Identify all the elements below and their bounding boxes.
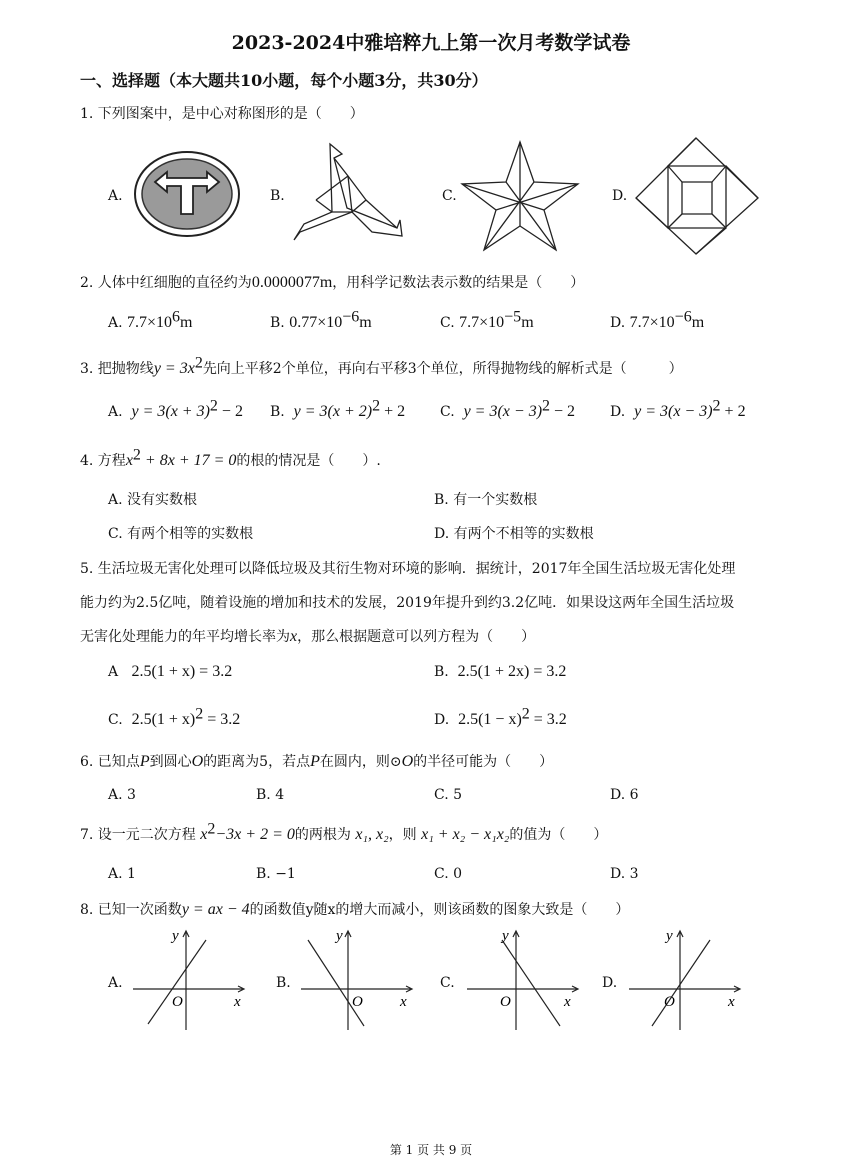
q4-eq-rest: + 8x + 17 = 0: [140, 452, 237, 469]
q6-option-b: B. 4: [256, 787, 285, 803]
q6-text-2: 到圆心: [149, 754, 192, 770]
q5-variable: x: [290, 628, 298, 645]
q3-c-label: C.: [440, 404, 455, 420]
traffic-sign-figure: [133, 150, 243, 240]
q7-option-c: C. 0: [434, 866, 463, 882]
q2-b-value: 0.77×10: [289, 314, 343, 331]
q5-option-c: [108, 705, 241, 729]
q3-b-label: B.: [270, 404, 285, 420]
q7-text-3: ，则: [388, 827, 417, 843]
q3-b-tail: + 2: [380, 403, 406, 420]
q6-option-a: A. 3: [108, 787, 136, 803]
q5-c-expr: 2.5(1 + x): [131, 711, 196, 728]
q2-number: 0.0000077m: [251, 274, 333, 291]
q8-graph-b: [296, 926, 426, 1032]
q6-point-p2: P: [310, 753, 320, 770]
q7-stem-tail: 的值为（ ）: [509, 827, 608, 843]
q2-c-value: 7.7×10: [459, 314, 505, 331]
q5-option-a: [108, 663, 232, 681]
q3-option-a: [108, 397, 243, 421]
q5-c-tail: = 3.2: [203, 711, 241, 728]
q6-point-p: P: [139, 753, 150, 770]
q3-eq-exp: 2: [194, 354, 203, 372]
q1-option-d-label: D.: [612, 188, 628, 204]
q5-b-expr: 2.5(1 + 2x) = 3.2: [457, 663, 567, 680]
q7-roots: x₁, x₂: [355, 826, 389, 843]
q6-stem-tail: 的半径可能为（ ）: [413, 754, 554, 770]
q8-d-origin: O: [664, 994, 675, 1010]
q3-stem-tail: 先向上平移2个单位，再向右平移3个单位，所得抛物线的解析式是（ ）: [202, 361, 683, 377]
q5-line-3-text: 无害化处理能力的年平均增长率为: [80, 629, 290, 645]
q3-b-exp: 2: [372, 397, 381, 415]
q3-option-d: [610, 397, 746, 421]
q2-d-unit: m: [691, 314, 705, 331]
q7-text-2: 的两根为: [294, 827, 351, 843]
q8-option-d-label: D.: [602, 975, 618, 991]
q2-stem: [80, 272, 584, 292]
q7-option-a: A. 1: [108, 866, 136, 882]
q2-option-b: [270, 308, 372, 332]
q5-line-3-tail: ，那么根据题意可以列方程为（ ）: [297, 629, 536, 645]
q3-option-b: [270, 397, 406, 421]
q6-text-4: 在圆内，则⊙: [319, 754, 402, 770]
q3-a-expr: y = 3(x + 3): [131, 403, 210, 420]
q5-c-label: C.: [108, 712, 123, 728]
q3-d-tail: + 2: [720, 403, 746, 420]
q3-d-label: D.: [610, 404, 626, 420]
q2-option-a: [108, 308, 193, 332]
q5-d-tail: = 3.2: [529, 711, 567, 728]
q6-text-3: 的距离为5，若点: [203, 754, 311, 770]
q6-stem: [80, 751, 553, 771]
q2-option-d: [610, 308, 705, 332]
pinwheel-figure: [292, 140, 407, 245]
q4-option-b: B. 有一个实数根: [434, 492, 538, 508]
q1-stem: 1. 下列图案中，是中心对称图形的是（ ）: [80, 106, 364, 122]
q8-a-origin: O: [172, 994, 183, 1010]
q2-d-label: D.: [610, 315, 626, 331]
q5-line-2: 能力约为2.5亿吨，随着设施的增加和技术的发展，2019年提升到约3.2亿吨．如果设这两年全国生活垃圾: [80, 595, 735, 611]
q8-d-x-label: x: [728, 994, 735, 1010]
q6-point-o2: O: [401, 753, 414, 770]
q8-option-b-label: B.: [276, 975, 291, 991]
q4-stem-text: 4. 方程: [80, 453, 126, 469]
q4-eq-x: x: [125, 452, 133, 469]
q7-option-b: B. −1: [256, 866, 296, 882]
q4-option-c: C. 有两个相等的实数根: [108, 526, 254, 542]
q2-d-exp: −6: [674, 308, 692, 326]
q5-c-exp: 2: [195, 705, 204, 723]
q8-text-1: 8. 已知一次函数: [80, 902, 182, 918]
q8-option-c-label: C.: [440, 975, 455, 991]
section-heading: 一、选择题（本大题共10小题，每个小题3分，共30分）: [80, 71, 488, 90]
q4-stem: [80, 446, 381, 470]
q3-a-tail: − 2: [217, 403, 243, 420]
q8-b-x-label: x: [400, 994, 407, 1010]
q2-stem-text: 2. 人体中红细胞的直径约为: [80, 275, 252, 291]
q3-b-expr: y = 3(x + 2): [293, 403, 373, 420]
q8-a-y-label: y: [172, 928, 179, 944]
q2-a-unit: m: [180, 314, 193, 331]
q8-a-x-label: x: [234, 994, 241, 1010]
q8-c-y-label: y: [502, 928, 509, 944]
q4-eq-exp: 2: [132, 446, 141, 464]
q5-option-b: [434, 663, 566, 681]
square-pattern-figure: [634, 136, 760, 256]
q5-d-exp: 2: [521, 705, 530, 723]
q2-a-value: 7.7×10: [127, 314, 173, 331]
q7-expression: x₁ + x₂ − x₁x₂: [421, 826, 510, 843]
q3-d-exp: 2: [712, 397, 721, 415]
q2-stem-tail: ，用科学记数法表示数的结果是（ ）: [332, 275, 585, 291]
q8-c-origin: O: [500, 994, 511, 1010]
q8-equation: y = ax − 4: [181, 901, 250, 918]
q7-eq-rest: −3x + 2 = 0: [215, 826, 295, 843]
q3-c-expr: y = 3(x − 3): [463, 403, 543, 420]
q8-graph-c: [462, 926, 592, 1032]
q6-text-1: 6. 已知点: [80, 754, 140, 770]
q3-a-exp: 2: [209, 397, 218, 415]
q8-stem: [80, 899, 629, 919]
q3-c-tail: − 2: [550, 403, 576, 420]
q7-eq-x: x: [200, 826, 208, 843]
page-title: 2023-2024中雅培粹九上第一次月考数学试卷: [231, 32, 631, 54]
q2-d-value: 7.7×10: [629, 314, 675, 331]
q7-option-d: D. 3: [610, 866, 639, 882]
q2-a-exp: 6: [172, 308, 181, 326]
q5-a-expr: 2.5(1 + x) = 3.2: [131, 663, 233, 680]
page-footer: 第 1 页 共 9 页: [389, 1143, 473, 1157]
q1-option-b-label: B.: [270, 188, 285, 204]
q3-c-exp: 2: [542, 397, 551, 415]
q6-option-d: D. 6: [610, 787, 639, 803]
q8-option-a-label: A.: [108, 975, 123, 991]
q2-b-label: B.: [270, 315, 285, 331]
q5-option-d: [434, 705, 567, 729]
q7-text-1: 7. 设一元二次方程: [80, 827, 196, 843]
q2-option-c: [440, 308, 534, 332]
q2-a-label: A.: [108, 315, 123, 331]
q5-a-label: A: [108, 664, 119, 680]
q1-option-a-label: A.: [108, 188, 123, 204]
q1-option-c-label: C.: [442, 188, 457, 204]
q4-option-d: D. 有两个不相等的实数根: [434, 526, 594, 542]
q6-point-o: O: [191, 753, 204, 770]
q2-b-exp: −6: [342, 308, 360, 326]
q3-d-expr: y = 3(x − 3): [634, 403, 713, 420]
q8-stem-tail: 的函数值y随x的增大而减小，则该函数的图象大致是（ ）: [249, 902, 630, 918]
q8-c-x-label: x: [564, 994, 571, 1010]
q8-graph-d: [624, 926, 754, 1032]
q2-c-exp: −5: [504, 308, 522, 326]
q3-equation: y = 3x: [153, 360, 195, 377]
q3-option-c: [440, 397, 576, 421]
q5-d-expr: 2.5(1 − x): [458, 711, 522, 728]
star-figure: [460, 140, 582, 252]
q5-line-3: [80, 626, 535, 646]
q3-stem-text: 3. 把抛物线: [80, 361, 154, 377]
q2-c-label: C.: [440, 315, 455, 331]
q5-d-label: D.: [434, 712, 450, 728]
q4-option-a: A. 没有实数根: [108, 492, 198, 508]
q7-eq-exp: 2: [207, 820, 216, 838]
q3-a-label: A.: [108, 404, 123, 420]
q7-stem: [80, 820, 608, 844]
q8-b-origin: O: [352, 994, 363, 1010]
q4-stem-tail: 的根的情况是（ ）.: [236, 453, 381, 469]
q6-option-c: C. 5: [434, 787, 463, 803]
q8-graph-a: [128, 926, 258, 1032]
q8-d-y-label: y: [666, 928, 673, 944]
q2-b-unit: m: [359, 314, 372, 331]
q8-b-y-label: y: [336, 928, 343, 944]
q2-c-unit: m: [521, 314, 534, 331]
q3-stem: [80, 354, 683, 378]
q5-b-label: B.: [434, 664, 449, 680]
q5-line-1: 5. 生活垃圾无害化处理可以降低垃圾及其衍生物对环境的影响．据统计，2017年全国生活垃圾无害化处理: [80, 561, 736, 577]
